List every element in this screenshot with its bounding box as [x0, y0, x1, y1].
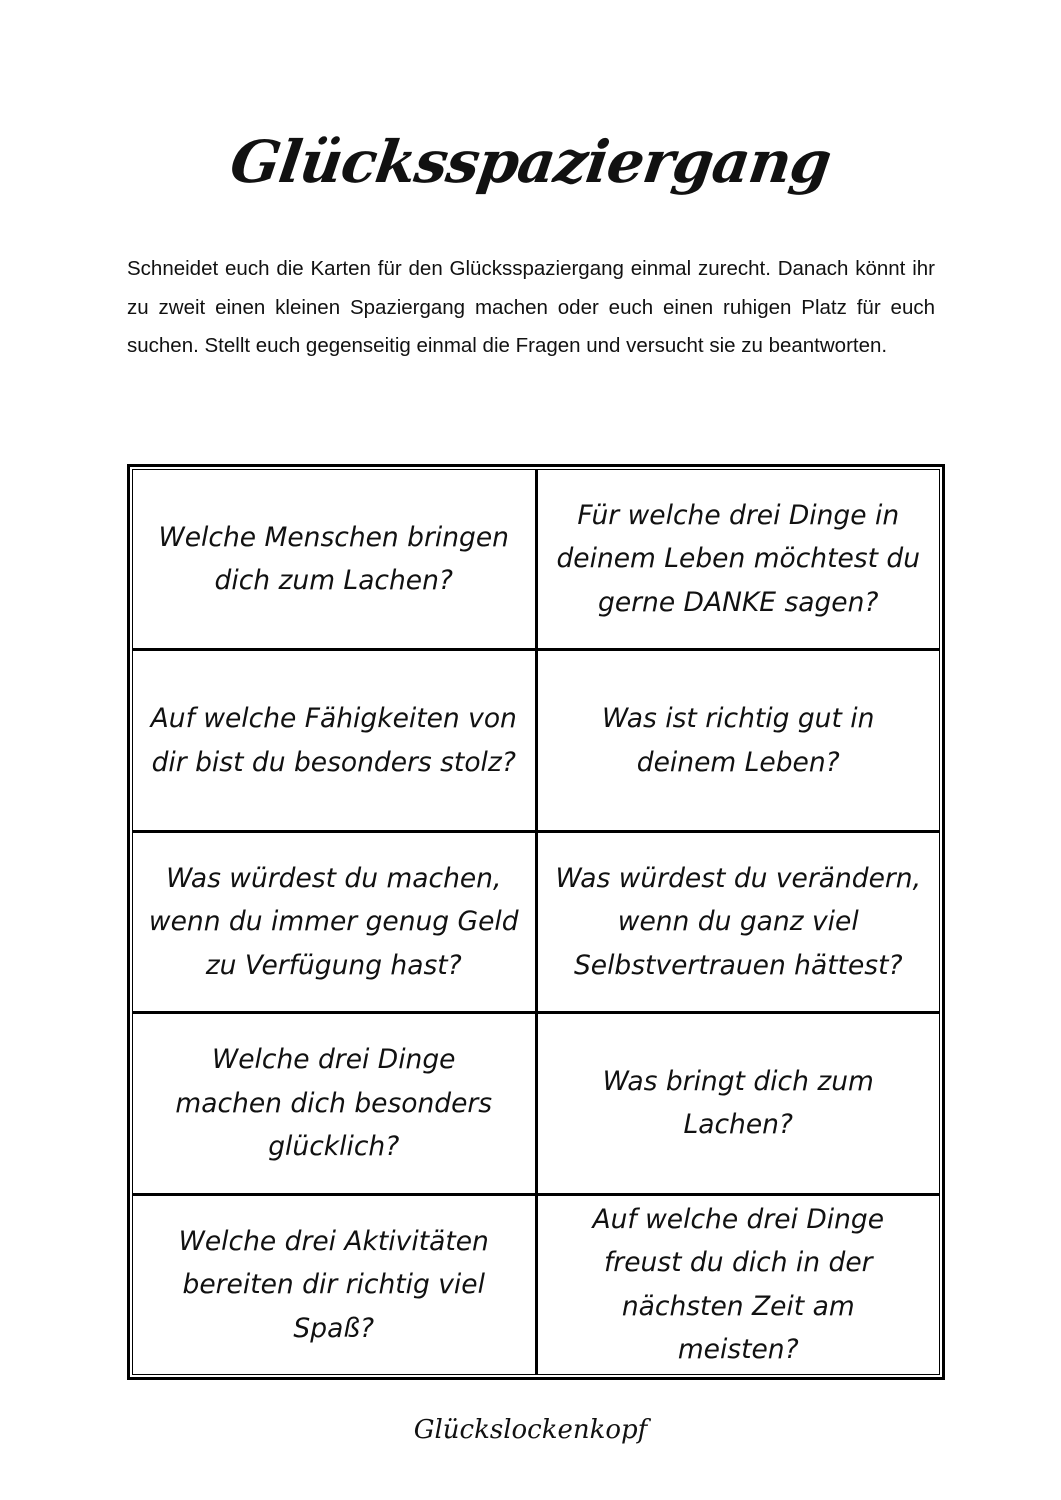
question-card: Auf welche drei Dinge freust du dich in der nächsten Zeit am meisten?	[538, 1196, 940, 1374]
question-card: Was bringt dich zum Lachen?	[538, 1014, 940, 1192]
question-card: Welche Menschen bringen dich zum Lachen?	[133, 470, 535, 648]
question-cards-table	[127, 464, 945, 1380]
question-card: Welche drei Aktivitäten bereiten dir richtig viel Spaß?	[133, 1196, 535, 1374]
question-card: Was würdest du verändern, wenn du ganz viel Selbstvertrauen hättest?	[538, 833, 940, 1011]
question-card: Auf welche Fähigkeiten von dir bist du besonders stolz?	[133, 651, 535, 829]
question-card: Welche drei Dinge machen dich besonders glücklich?	[133, 1014, 535, 1192]
intro-text: Schneidet euch die Karten für den Glücksspaziergang einmal zurecht. Danach könnt ihr zu zweit einen kleinen Spaziergang machen oder euch einen ruhigen Platz für euch suchen. Stellt euch gegenseitig einmal die Fragen und versucht sie zu beantworten.	[127, 257, 935, 357]
question-card: Was würdest du machen, wenn du immer genug Geld zu Verfügung hast?	[133, 833, 535, 1011]
question-card: Für welche drei Dinge in deinem Leben möchtest du gerne DANKE sagen?	[538, 470, 940, 648]
cards-grid	[132, 469, 940, 1375]
footer-logo-text: Glückslockenkopf	[413, 1415, 648, 1445]
question-card: Was ist richtig gut in deinem Leben?	[538, 651, 940, 829]
page-title: Glücksspaziergang	[226, 128, 835, 196]
